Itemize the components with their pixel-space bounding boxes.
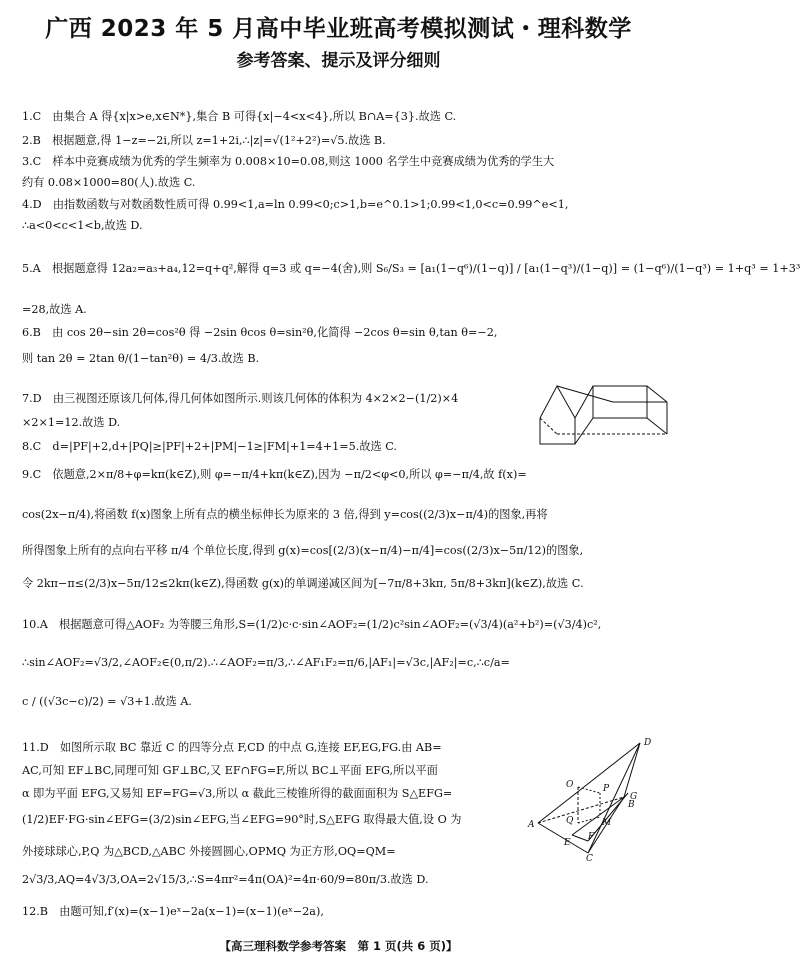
label-d: D xyxy=(644,738,652,748)
label-e: E xyxy=(564,838,571,848)
answer-line: 2√3/3,AQ=4√3/3,OA=2√15/3,∴S=4πr²=4π(OA)²=4π·60/9=80π/3.故选 D. xyxy=(22,873,429,886)
answer-line: 12.B 由题可知,f′(x)=(x−1)eˣ−2a(x−1)=(x−1)(eˣ−2a), xyxy=(22,905,324,918)
label-q: Q xyxy=(566,816,574,826)
label-c: C xyxy=(586,854,593,864)
label-g: G xyxy=(630,792,638,802)
label-f: F xyxy=(588,832,595,842)
label-b: B xyxy=(628,800,635,810)
answer-line: 1.C 由集合 A 得{x|x>e,x∈N*},集合 B 可得{x|−4<x<4},所以 B∩A={3}.故选 C. xyxy=(22,110,457,123)
label-p: P xyxy=(603,784,610,794)
q11-tetrahedron-figure xyxy=(528,735,668,864)
answer-line: 8.C d=|PF|+2,d+|PQ|≥|PF|+2+|PM|−1≥|FM|+1=4+1=5.故选 C. xyxy=(22,440,397,453)
answer-line: cos(2x−π/4),将函数 f(x)图象上所有点的横坐标伸长为原来的 3 倍,得到 y=cos((2/3)x−π/4)的图象,再将 xyxy=(22,508,548,521)
answer-line: α 即为平面 EFG,又易知 EF=FG=√3,所以 α 截此三棱锥所得的截面面积为 S△EFG= xyxy=(22,787,453,800)
answer-line: 10.A 根据题意可得△AOF₂ 为等腰三角形,S=(1/2)c·c·sin∠AOF₂=(1/2)c²sin∠AOF₂=(√3/4)(a²+b²)=(√3/4)c², xyxy=(22,618,602,631)
answer-line: ∴a<0<c<1<b,故选 D. xyxy=(22,219,143,232)
answer-line: 则 tan 2θ = 2tan θ/(1−tan²θ) = 4/3.故选 B. xyxy=(22,352,260,365)
answer-line: c / ((√3c−c)/2) = √3+1.故选 A. xyxy=(22,695,192,708)
answer-line: =28,故选 A. xyxy=(22,303,87,316)
answer-line: AC,可知 EF⊥BC,同理可知 GF⊥BC,又 EF∩FG=F,所以 BC⊥平面 EFG,所以平面 xyxy=(22,764,438,777)
answer-line: 约有 0.08×1000=80(人).故选 C. xyxy=(22,176,196,189)
label-m: M xyxy=(602,818,612,828)
label-a: A xyxy=(528,820,535,830)
answer-line: ×2×1=12.故选 D. xyxy=(22,416,121,429)
answer-line: 3.C 样本中竞赛成绩为优秀的学生频率为 0.008×10=0.08,则这 1000 名学生中竞赛成绩为优秀的学生大 xyxy=(22,155,555,168)
answer-line: 6.B 由 cos 2θ−sin 2θ=cos²θ 得 −2sin θcos θ=sin²θ,化简得 −2cos θ=sin θ,tan θ=−2, xyxy=(22,326,498,339)
answer-line: 2.B 根据题意,得 1−z=−2i,所以 z=1+2i,∴|z|=√(1²+2²)=√5.故选 B. xyxy=(22,134,386,147)
answer-line: 5.A 根据题意得 12a₂=a₃+a₄,12=q+q²,解得 q=3 或 q=−4(舍),则 S₆/S₃ = [a₁(1−q⁶)/(1−q)] / [a₁(1−q³)/(1−q)] = (1−q⁶)/(1−q³) = 1+q³ = 1+3³ xyxy=(22,262,800,275)
answer-line: 外接球球心,P,Q 为△BCD,△ABC 外接圆圆心,OPMQ 为正方形,OQ=QM= xyxy=(22,845,396,858)
answer-line: (1/2)EF·FG·sin∠EFG=(3/2)sin∠EFG,当∠EFG=90°时,S△EFG 取得最大值,设 O 为 xyxy=(22,813,462,826)
page-subtitle: 参考答案、提示及评分细则 xyxy=(236,51,441,71)
answer-line: 7.D 由三视图还原该几何体,得几何体如图所示.则该几何体的体积为 4×2×2−(1/2)×4 xyxy=(22,392,459,405)
page-footer: 【高三理科数学参考答案 第 1 页(共 6 页)】 xyxy=(219,939,458,953)
q7-solid-figure xyxy=(535,378,675,458)
answer-line: 9.C 依题意,2×π/8+φ=kπ(k∈Z),则 φ=−π/4+kπ(k∈Z),因为 −π/2<φ<0,所以 φ=−π/4,故 f(x)= xyxy=(22,468,527,481)
label-o: O xyxy=(566,780,574,790)
page-title: 广西 2023 年 5 月高中毕业班高考模拟测试・理科数学 xyxy=(45,16,632,42)
answer-line: 所得图象上所有的点向右平移 π/4 个单位长度,得到 g(x)=cos[(2/3)(x−π/4)−π/4]=cos((2/3)x−5π/12)的图象, xyxy=(22,544,584,557)
answer-line: ∴sin∠AOF₂=√3/2,∠AOF₂∈(0,π/2).∴∠AOF₂=π/3,∴∠AF₁F₂=π/6,|AF₁|=√3c,|AF₂|=c,∴c/a= xyxy=(22,656,510,669)
answer-line: 11.D 如图所示取 BC 靠近 C 的四等分点 F,CD 的中点 G,连接 EF,EG,FG.由 AB= xyxy=(22,741,442,754)
answer-line: 4.D 由指数函数与对数函数性质可得 0.99<1,a=ln 0.99<0;c>1,b=e^0.1>1;0.99<1,0<c=0.99^e<1, xyxy=(22,198,569,211)
answer-line: 令 2kπ−π≤(2/3)x−5π/12≤2kπ(k∈Z),得函数 g(x)的单调递减区间为[−7π/8+3kπ, 5π/8+3kπ](k∈Z),故选 C. xyxy=(22,577,584,590)
